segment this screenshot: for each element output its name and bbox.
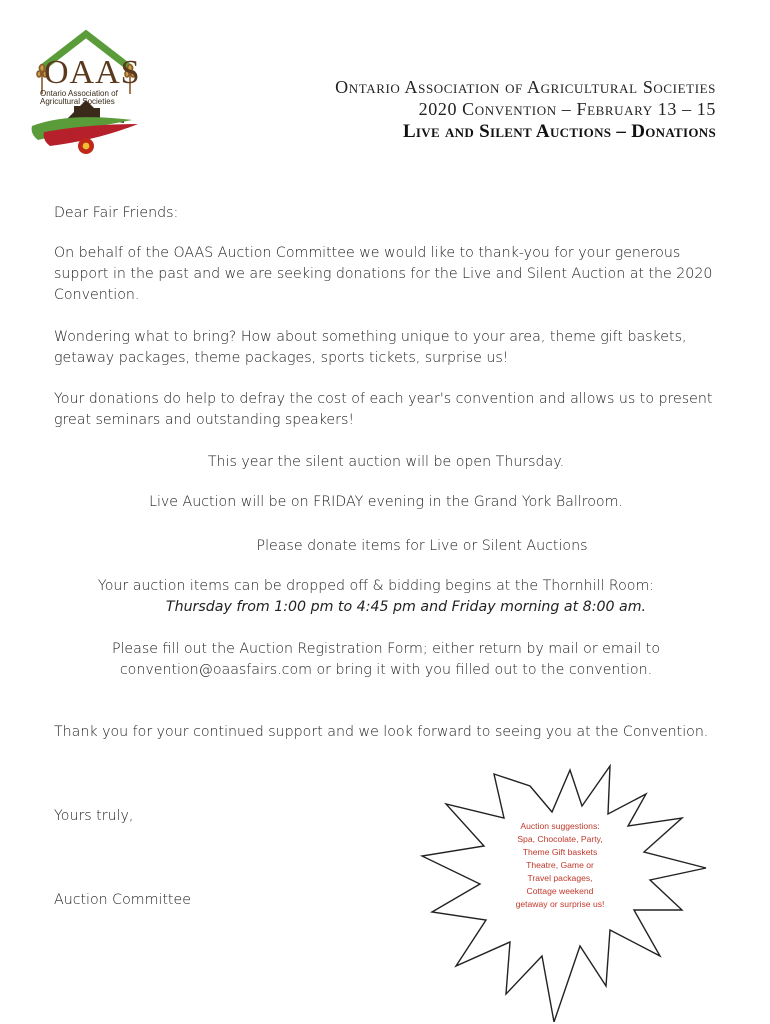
header-convention: 2020 Convention – February 13 – 15 — [418, 99, 716, 119]
salutation: Dear Fair Friends: — [54, 205, 179, 221]
signature: Auction Committee — [54, 892, 191, 908]
logo-subtitle-line2: Agricultural Societies — [40, 97, 115, 106]
logo-subtitle — [40, 90, 118, 106]
donate-line: Please donate items for Live or Silent Auctions — [256, 538, 588, 554]
closing-thanks: Thank you for your continued support and we look forward to seeing you at the Convention. — [54, 724, 709, 740]
paragraph-donations-help: Your donations do help to defray the cost of each year's convention and allows us to present great seminars and outstanding speakers! — [54, 391, 713, 428]
suggestion-line: getaway or surprise us! — [515, 899, 605, 909]
document-header — [335, 76, 716, 144]
drop-off-times: Thursday from 1:00 pm to 4:45 pm and Friday morning at 8:00 am. — [165, 599, 647, 615]
silent-auction-line: This year the silent auction will be open Thursday. — [207, 454, 565, 470]
live-auction-line: Live Auction will be on FRIDAY evening in the Grand York Ballroom. — [149, 494, 623, 510]
paragraph-what-to-bring: Wondering what to bring? How about something unique to your area, theme gift baskets, getaway packages, theme packages, sports tickets, surprise us! — [54, 329, 687, 366]
closing-salutation: Yours truly, — [54, 808, 134, 824]
suggestion-line: Theatre, Game or — [526, 860, 594, 870]
paragraph-thanks-support: On behalf of the OAAS Auction Committee we would like to thank-you for your generous support in the past and we are seeking donations for the Live and Silent Auction at the 2020 Convention. — [54, 245, 713, 303]
logo-subtitle-line1: Ontario Association of — [40, 89, 118, 98]
form-instructions-line1: Please fill out the Auction Registration Form; either return by mail or email to — [111, 641, 661, 657]
oaas-logo — [28, 28, 144, 164]
header-organization: Ontario Association of Agricultural Societies — [335, 77, 716, 97]
auction-suggestions — [500, 820, 620, 911]
suggestion-line: Auction suggestions: — [520, 821, 600, 831]
suggestion-line: Spa, Chocolate, Party, — [517, 834, 603, 844]
header-title: Live and Silent Auctions – Donations — [402, 121, 716, 142]
suggestion-line: Cottage weekend — [526, 886, 594, 896]
drop-off-line: Your auction items can be dropped off & bidding begins at the Thornhill Room: — [97, 578, 655, 594]
form-instructions-line2: convention@oaasfairs.com or bring it with you filled out to the convention. — [119, 662, 653, 678]
suggestion-line: Travel packages, — [527, 873, 593, 883]
logo-acronym: OAAS — [44, 54, 141, 91]
suggestion-line: Theme Gift baskets — [522, 847, 598, 857]
